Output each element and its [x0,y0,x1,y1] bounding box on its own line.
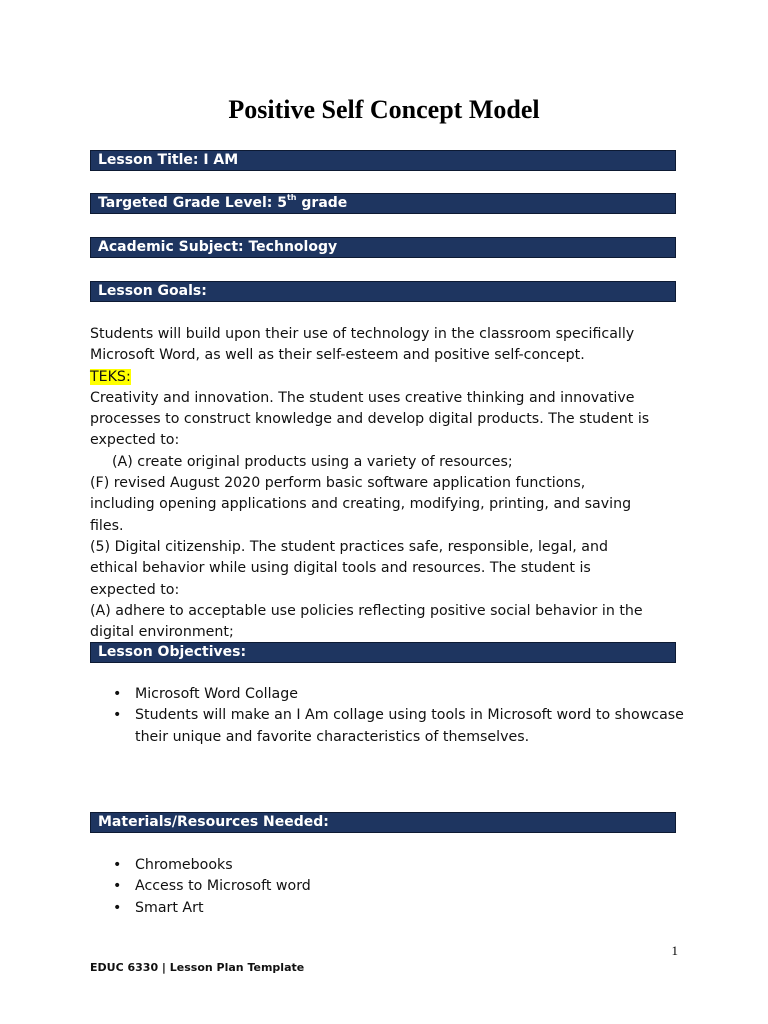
bullet-glyph: • [113,899,122,916]
objectives-heading: Lesson Objectives: [98,644,247,660]
list-item [90,898,690,919]
objective-text: Microsoft Word Collage [135,686,298,702]
lesson-title-bar [90,150,676,171]
objectives-list [90,684,690,748]
goals-section [90,324,650,643]
goals-paragraph: Students will build upon their use of technology in the classroom specifically Microsoft Word, as well as their self-esteem and positive self-concept. [90,326,635,364]
footer-text: EDUC 6330 | Lesson Plan Template [90,961,305,974]
list-item [90,876,690,897]
list-item [90,705,690,748]
materials-heading: Materials/Resources Needed: [98,814,329,830]
lesson-title-label: Lesson Title: I AM [98,152,239,168]
page-title: Positive Self Concept Model [228,95,540,124]
material-text: Chromebooks [135,857,233,873]
grade-level-label: Targeted Grade Level: 5 [98,195,287,211]
teks-line: (F) revised August 2020 perform basic software application functions, including opening applications and creating, modifying, printing, and saving files. [90,475,632,534]
materials-list [90,855,690,919]
objectives-heading-bar [90,642,676,663]
goals-heading-bar [90,281,676,302]
teks-line: Creativity and innovation. The student uses creative thinking and innovative processes to construct knowledge and develop digital products. The student is expected to: [90,389,650,449]
grade-level-bar [90,193,676,214]
bullet-glyph: • [113,878,122,895]
grade-level-superscript: th [286,193,297,203]
subject-bar [90,237,676,258]
teks-line: (5) Digital citizenship. The student practices safe, responsible, legal, and ethical behavior while using digital tools and resources. The student is expected to: [90,538,609,598]
bullet-glyph: • [113,707,122,724]
teks-line: (A) create original products using a variety of resources; [112,453,513,470]
subject-label: Academic Subject: Technology [98,239,338,255]
bullet-glyph: • [113,857,122,873]
bullet-glyph: • [113,686,122,702]
teks-label: TEKS: [90,368,131,385]
page-number: 1 [671,943,678,958]
teks-line: (A) adhere to acceptable use policies reflecting positive social behavior in the digital environment; [90,602,643,641]
list-item [90,684,690,705]
list-item [90,855,690,876]
material-text: Smart Art [135,899,204,916]
objective-text: Students will make an I Am collage using tools in Microsoft word to showcase their unique and favorite characteristics of themselves. [135,707,684,745]
grade-level-suffix: grade [296,195,348,211]
materials-heading-bar [90,812,676,833]
material-text: Access to Microsoft word [135,878,311,895]
goals-heading: Lesson Goals: [98,283,207,299]
